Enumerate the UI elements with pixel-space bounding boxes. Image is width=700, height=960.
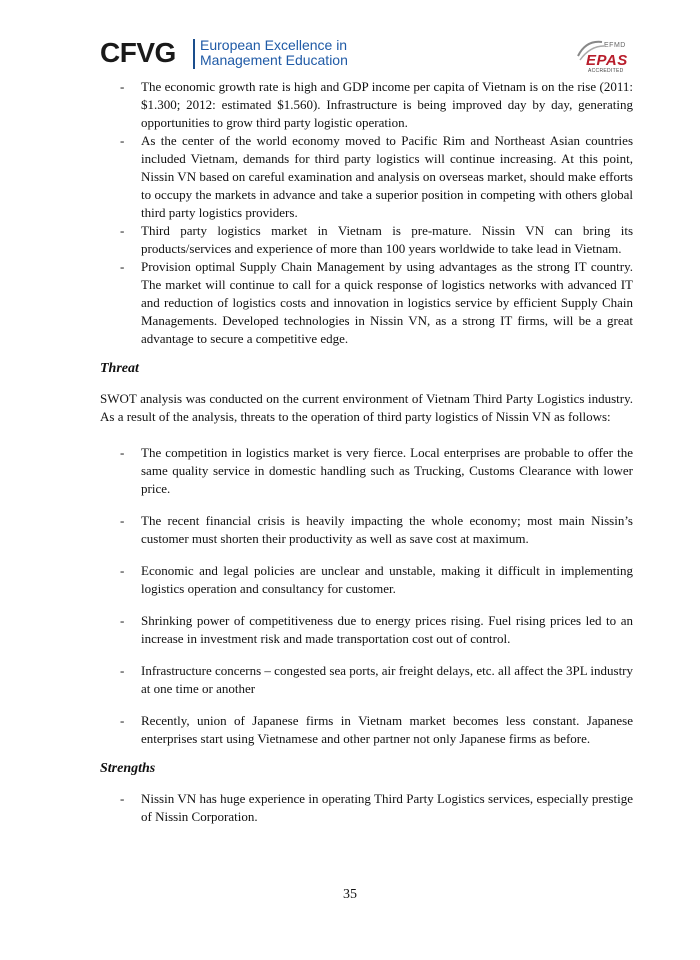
threat-list	[100, 444, 633, 748]
cfvg-tagline	[200, 38, 348, 68]
strengths-list	[100, 790, 633, 826]
bullet-dash: -	[120, 79, 125, 94]
opportunities-list	[100, 78, 633, 348]
list-item: - The economic growth rate is high and GDP income per capita of Vietnam is on the rise (2011: $1.300; 2012: estimated $1.560). Infrastructure is being improved day by day, generating opportunities to grow third party logistic operation.	[120, 79, 633, 130]
list-item: - Provision optimal Supply Chain Management by using advantages as the strong IT country. The market will continue to call for a quick response of logistics networks with advanced IT and reduction of logistics costs and innovation in logistics service by efficient Supply Chain Managements. Developed technologies in Nissin VN, as a strong IT firms, will be a great advantage to secure a competitive edge.	[120, 259, 633, 346]
cfvg-logo: CFVG	[100, 37, 176, 68]
bullet-dash: -	[120, 791, 125, 806]
bullet-dash: -	[120, 513, 125, 528]
tagline-line-1: European Excellence in	[200, 37, 348, 53]
threat-intro: SWOT analysis was conducted on the current environment of Vietnam Third Party Logistics industry. As a result of the analysis, threats to the operation of third party logistics of Nissin VN as follows:	[100, 391, 633, 424]
page-header	[0, 0, 700, 82]
page-body	[100, 78, 633, 826]
list-item: - The recent financial crisis is heavily impacting the whole economy; most main Nissin’s customer must shorten their productivity as well as save cost at maximum.	[120, 513, 633, 546]
list-item: - Nissin VN has huge experience in operating Third Party Logistics services, especially prestige of Nissin Corporation.	[120, 791, 633, 824]
list-item: - Recently, union of Japanese firms in Vietnam market becomes less constant. Japanese enterprises start using Vietnamese and other partner not only Japanese firms as before.	[120, 713, 633, 746]
list-item: - The competition in logistics market is very fierce. Local enterprises are probable to offer the same quality service in domestic handling such as Trucking, Customs Clearance with lower price.	[120, 445, 633, 496]
threat-heading: Threat	[100, 361, 139, 376]
list-item: - Economic and legal policies are unclear and unstable, making it difficult in implementing logistics operation and consultancy for customer.	[120, 563, 633, 596]
strengths-heading: Strengths	[100, 761, 156, 776]
epas-label: EPAS	[586, 52, 628, 69]
list-item: - Third party logistics market in Vietnam is pre-mature. Nissin VN can bring its products/services and experience of more than 100 years worldwide to take lead in Vietnam.	[120, 223, 633, 256]
accredited-label: ACCREDITED	[588, 68, 624, 74]
list-item: - Infrastructure concerns – congested sea ports, air freight delays, etc. all affect the 3PL industry at one time or another	[120, 663, 634, 696]
bullet-dash: -	[120, 713, 125, 728]
bullet-dash: -	[120, 613, 125, 628]
list-item: - As the center of the world economy moved to Pacific Rim and Northeast Asian countries included Vietnam, demands for third party logistics will continue increasing. At this point, Nissin VN based on careful examination and analysis on overseas market, should make efforts to occupy the markets in advance and take a superior position in competing with others global third party logistics providers.	[120, 133, 633, 220]
list-item: - Shrinking power of competitiveness due to energy prices rising. Fuel rising prices led to an increase in investment risk and made transportation cost out of control.	[120, 613, 633, 646]
tagline-line-2: Management Education	[200, 52, 348, 68]
bullet-dash: -	[120, 259, 125, 274]
bullet-dash: -	[120, 223, 125, 238]
bullet-dash: -	[120, 663, 125, 678]
bullet-dash: -	[120, 133, 125, 148]
efmd-label: EFMD	[604, 42, 626, 49]
logo-divider	[193, 39, 195, 69]
epas-badge	[568, 34, 634, 78]
page-number: 35	[343, 887, 357, 902]
bullet-dash: -	[120, 445, 125, 460]
bullet-dash: -	[120, 563, 125, 578]
